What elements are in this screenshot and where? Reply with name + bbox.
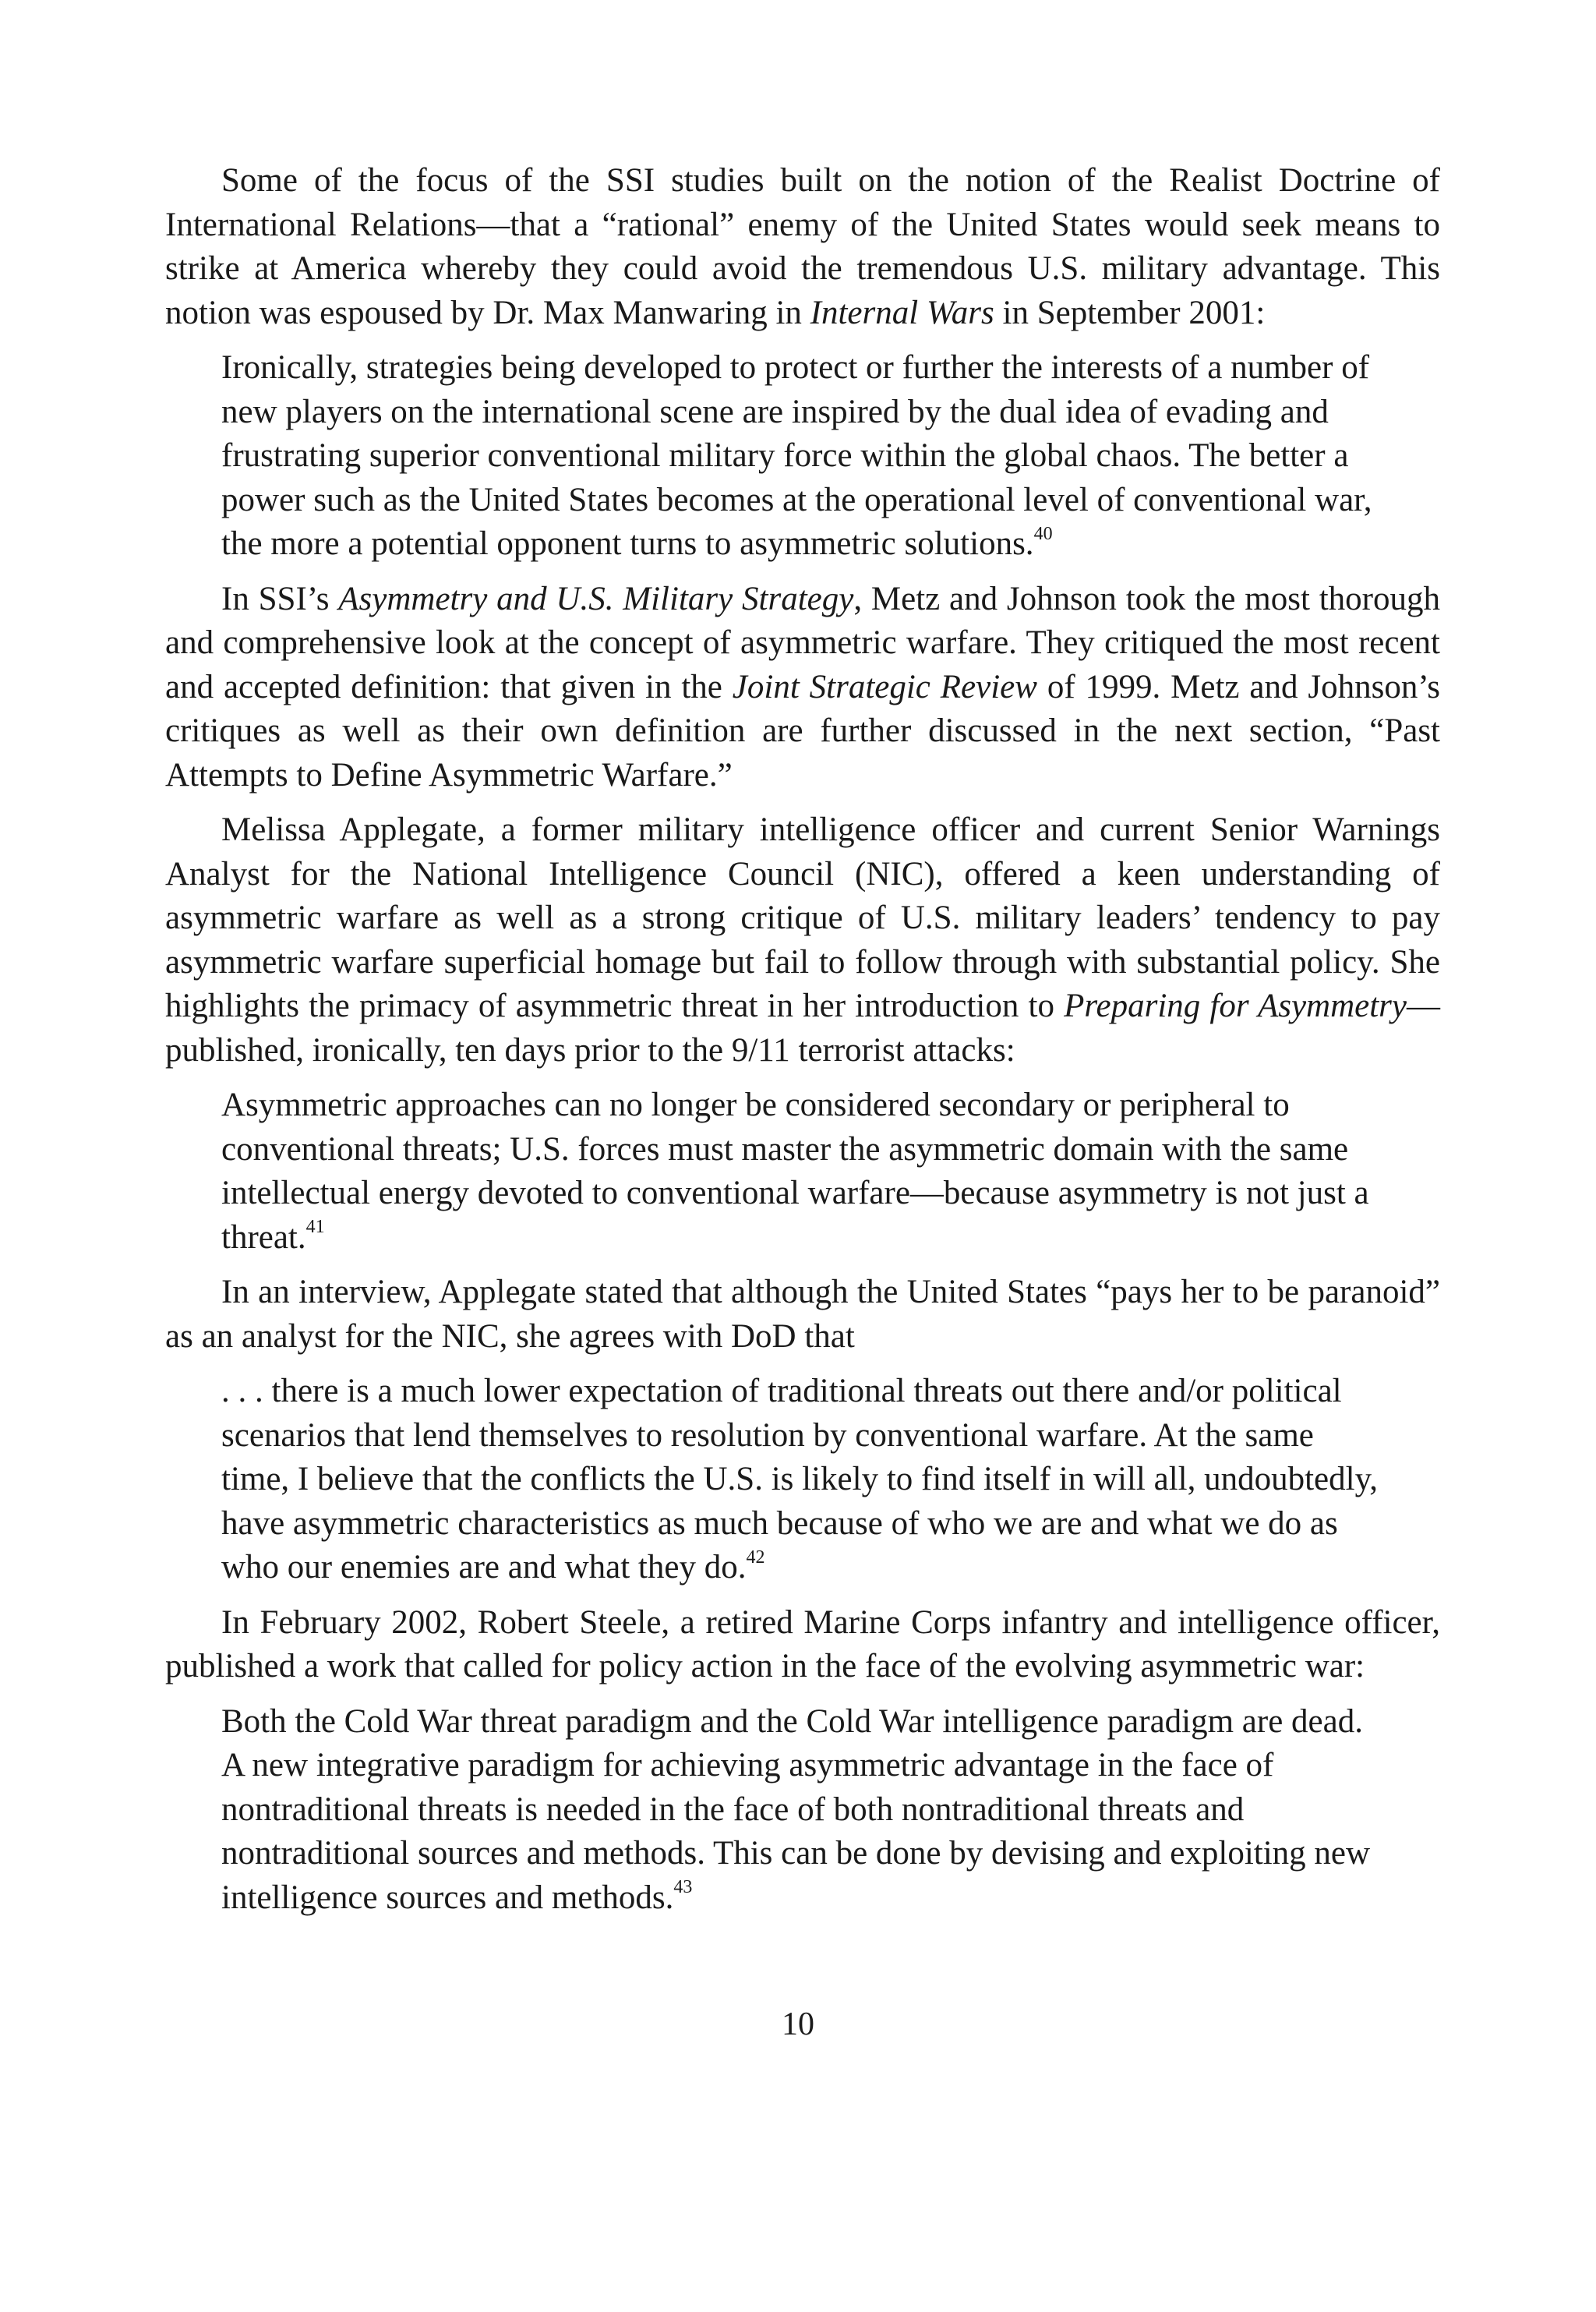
page-number: 10: [782, 2006, 814, 2042]
italic-title: Joint Strategic Review: [732, 668, 1037, 705]
italic-title: Asymmetry and U.S. Military Strategy: [338, 580, 854, 617]
body-paragraph: [165, 159, 1440, 335]
text-run: Some of the focus of the SSI studies built on the notion of the Realist Doctrine of International Relations—that a “rational” enemy of the United States would seek means to strike at America whereby they could avoid the tremendous U.S. military advantage. This notion was espoused by Dr. Max Manwaring in: [165, 162, 1440, 331]
page-body: [165, 159, 1440, 1931]
footnote-marker: 40: [1033, 523, 1053, 544]
text-run: Ironically, strategies being developed to protect or further the interests of a number of new players on the international scene are inspired by the dual idea of evading and frustrating superior conventional military force within the global chaos. The better a power such as the United States becomes at the operational level of conventional war, the more a potential opponent turns to asymmetric solutions.: [221, 349, 1372, 562]
text-run: —published, ironically, ten days prior to the 9/11 terrorist attacks:: [165, 988, 1441, 1069]
block-quote: [221, 1084, 1379, 1260]
text-run: Both the Cold War threat paradigm and the Cold War intelligence paradigm are dead. A new integrative paradigm for achieving asymmetric advantage in the face of nontraditional threats is needed in the face of both nontraditional threats and nontraditional sources and methods. This can be done by devising and exploiting new intelligence sources and methods.: [221, 1702, 1371, 1916]
block-quote: [221, 1700, 1379, 1921]
text-run: Melissa Applegate, a former military intelligence officer and current Senior Warnings Analyst for the National Intelligence Council (NIC), offered a keen understanding of asymmetric warfare as well as a strong critique of U.S. military leaders’ tendency to pay asymmetric warfare superficial homage but fail to follow through with substantial policy. She highlights the primacy of asymmetric threat in her introduction to: [165, 811, 1440, 1024]
text-run: , Metz and Johnson took the most thorough and comprehensive look at the concept of asymmetric warfare. They critiqued the most recent and accepted definition: that given in the: [165, 580, 1440, 705]
body-paragraph: [165, 1601, 1440, 1689]
italic-title: Internal Wars: [810, 294, 994, 331]
body-paragraph: [165, 578, 1440, 798]
text-run: in September 2001:: [994, 294, 1266, 331]
text-run: In February 2002, Robert Steele, a retired Marine Corps infantry and intelligence officer, published a work that called for policy action in the face of the evolving asymmetric war:: [165, 1603, 1440, 1685]
text-run: In an interview, Applegate stated that although the United States “pays her to be paranoid” as an analyst for the NIC, she agrees with DoD that: [165, 1274, 1440, 1355]
text-run: In SSI’s: [221, 580, 339, 617]
footnote-marker: 42: [746, 1547, 765, 1568]
footnote-marker: 41: [305, 1217, 325, 1238]
block-quote: [221, 346, 1379, 567]
italic-title: Preparing for Asymmetry: [1064, 988, 1407, 1024]
text-run: Asymmetric approaches can no longer be considered secondary or peripheral to conventional threats; U.S. forces must master the asymmetric domain with the same intellectual energy devoted to conventional warfare—because asymmetry is not just a threat.: [221, 1087, 1369, 1256]
footnote-marker: 43: [673, 1877, 693, 1898]
text-run: of 1999. Metz and Johnson’s critiques as well as their own definition are further discussed in the next section, “Past Attempts to Define Asymmetric Warfare.”: [165, 668, 1441, 794]
body-paragraph: [165, 808, 1440, 1073]
body-paragraph: [165, 1271, 1440, 1359]
block-quote: [221, 1370, 1379, 1590]
text-run: . . . there is a much lower expectation of traditional threats out there and/or political scenarios that lend themselves to resolution by conventional warfare. At the same time, I believe that the conflicts the U.S. is likely to find itself in will all, undoubtedly, have asymmetric characteristics as much because of who we are and what we do as who our enemies are and what they do.: [221, 1373, 1379, 1586]
